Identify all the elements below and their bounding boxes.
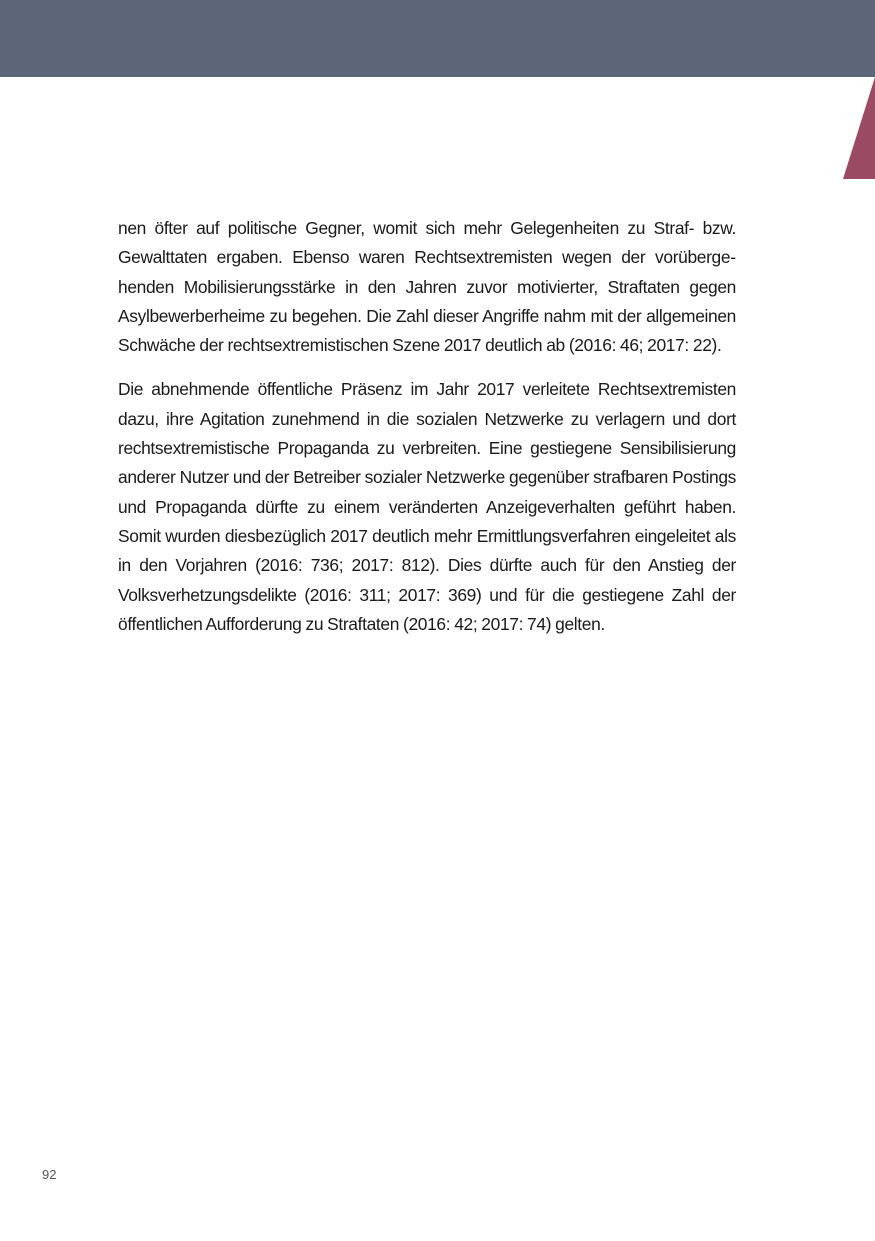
header-bar bbox=[0, 0, 875, 77]
body-text bbox=[118, 214, 736, 654]
corner-accent-tab bbox=[843, 77, 875, 179]
page-number: 92 bbox=[42, 1167, 57, 1182]
corner-accent-shape bbox=[843, 77, 875, 179]
paragraph-2: Die abnehmende öffentliche Präsenz im Jahr 2017 verleitete Rechtsextremisten dazu, ihre Agitation zunehmend in die sozialen Netzwerke zu verlagern und dort rechtsextremistische Propaganda zu verbreiten. Eine gestiegene Sensibilisierung anderer Nutzer und der Betreiber sozialer Netzwerke gegenüber strafbaren Postings und Propaganda dürfte zu einem veränderten Anzeigeverhalten geführt haben. Somit wurden diesbezüglich 2017 deutlich mehr Ermittlungsverfahren eingeleitet als in den Vorjahren (2016: 736; 2017: 812). Dies dürfte auch für den Anstieg der Volksverhetzungsdelikte (2016: 311; 2017: 369) und für die gestiegene Zahl der öffentlichen Aufforderung zu Straftaten (2016: 42; 2017: 74) gelten. bbox=[118, 379, 736, 634]
paragraph-1: nen öfter auf politische Gegner, womit sich mehr Gelegenheiten zu Straf- bzw. Gewalttaten ergaben. Ebenso waren Rechtsextremisten wegen der vorübergehenden Mobilisierungsstärke in den Jahren zuvor motivierter, Straftaten gegen Asylbewerberheime zu begehen. Die Zahl dieser Angriffe nahm mit der allgemeinen Schwäche der rechtsextremistischen Szene 2017 deutlich ab (2016: 46; 2017: 22). bbox=[118, 218, 736, 356]
